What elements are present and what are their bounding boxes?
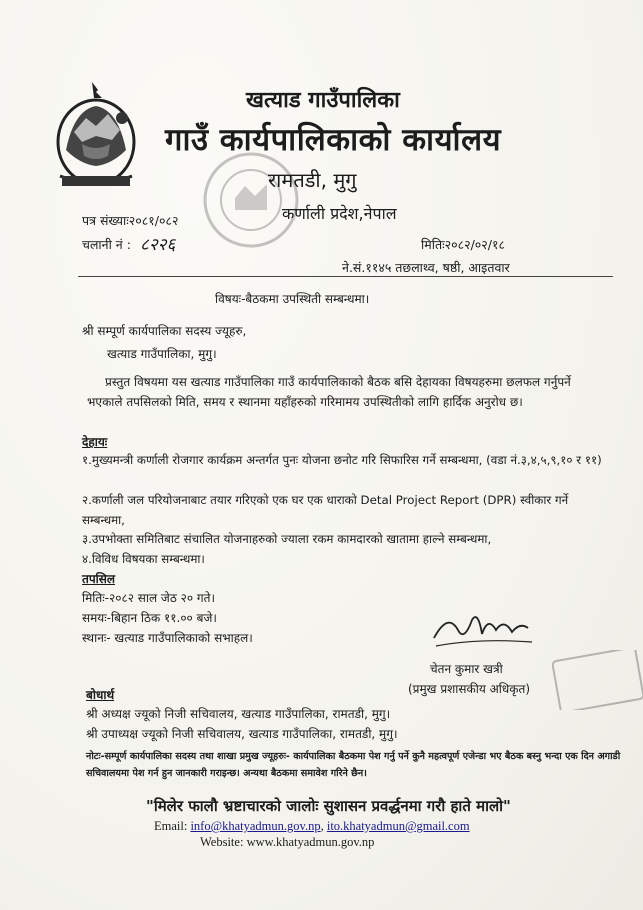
officer-stamp-icon — [552, 650, 643, 710]
agenda-item: ४.विविध विषयका सम्बन्धमा। — [82, 552, 205, 566]
website-label: Website: — [200, 835, 244, 849]
recipient-line-1: श्री सम्पूर्ण कार्यपालिका सदस्य ज्यूहरु, — [82, 324, 247, 338]
letter-number: पत्र संख्याः२०८१/०८२ — [82, 213, 179, 228]
meeting-venue: स्थानः- खत्याड गाउँपालिकाको सभाहल। — [82, 631, 253, 645]
letter-date: मितिः२०८२/०२/१८ — [421, 237, 506, 252]
agenda-item: २.कर्णाली जल परियोजनाबाट तयार गरिएको एक घर एक धाराको Detal Project Report (DPR) स्वीकार गर्ने सम्बन्धमा, — [82, 493, 569, 527]
email-label: Email: — [154, 819, 188, 833]
details-heading: तपसिल — [82, 572, 116, 586]
note-text: नोटः-सम्पूर्ण कार्यपालिका सदस्य तथा शाखा प्रमुख ज्यूहरुः- कार्यपालिका बैठकमा पेश गर्नु पर्ने कुनै महत्वपूर्ण एजेन्डा भए बैठक बस्नु भन्दा एक दिन अगाडी सचिवालयमा पेश गर्न हुन जानकारी गराइन्छ। अन्यथा बैठकमा समावेश गरिने छैन। — [86, 751, 621, 779]
cc-item: श्री अध्यक्ष ज्यूको निजी सचिवालय, खत्याड गाउँपालिका, रामतडी, मुगु। — [86, 707, 391, 721]
website-link[interactable]: www.khatyadmun.gov.np — [246, 835, 375, 849]
cc-heading: बोधार्थ — [86, 688, 115, 702]
agenda-item: १.मुख्यमन्त्री कर्णाली रोजगार कार्यक्रम अन्तर्गत पुनः योजना छनोट गरि सिफारिस गर्ने सम्बन्धमा, (वडा नं.३,४,५,९,१० र ११) — [82, 453, 602, 467]
signatory-name: चेतन कुमार खत्री — [430, 662, 503, 676]
recipient-line-2: खत्याड गाउँपालिका, मुगु। — [107, 347, 217, 361]
office-seal-icon — [195, 148, 307, 252]
meeting-date: मितिः-२०८२ साल जेठ २० गते। — [82, 591, 216, 605]
email-line — [154, 819, 470, 834]
nepal-emblem-icon — [52, 80, 140, 198]
letter-subject: विषयः-बैठकमा उपस्थिती सम्बन्धमा। — [215, 292, 370, 306]
agenda-item: ३.उपभोक्ता समितिबाट संचालित योजनाहरुको ज्याला रकम कामदारको खातामा हाल्ने सम्बन्धमा, — [82, 532, 492, 546]
office-name: गाउँ कार्यपालिकाको कार्यालय — [165, 122, 502, 158]
office-address: रामतडी, मुगु — [268, 168, 357, 192]
nepal-sambat-date: ने.सं.११४५ तछलाथ्व, षष्ठी, आइतवार — [342, 260, 510, 275]
office-province: कर्णाली प्रदेश,नेपाल — [282, 204, 397, 223]
email-link-info[interactable]: info@khatyadmun.gov.np — [190, 819, 321, 833]
meeting-time: समयः-बिहान ठिक ११.०० बजे। — [82, 611, 217, 625]
dispatch-number-handwritten: ८२२६ — [140, 235, 176, 255]
email-separator: , — [320, 819, 324, 833]
footer-slogan: "मिलेर फालौ भ्रष्टाचारको जालोः सुशासन प्रवर्द्धनमा गरौ हाते मालो" — [146, 797, 511, 815]
body-paragraph: प्रस्तुत विषयमा यस खत्याड गाउँपालिका गाउँ कार्यपालिकाको बैठक बसि देहायका विषयहरुमा छलफल गर्नुपर्ने भएकाले तपसिलको मिति, समय र स्थानमा यहाँहरुको गरिमामय उपस्थितीको लागि हार्दिक अनुरोध छ। — [87, 375, 571, 409]
agenda-heading: देहायः — [82, 435, 108, 449]
cc-item: श्री उपाध्यक्ष ज्यूको निजी सचिवालय, खत्याड गाउँपालिका, रामतडी, मुगु। — [86, 727, 398, 741]
signatory-title: (प्रमुख प्रशासकीय अधिकृत) — [408, 682, 531, 696]
dispatch-number-label: चलानी नं : — [82, 237, 131, 252]
municipality-name: खत्याड गाउँपालिका — [246, 88, 400, 113]
website-line — [200, 835, 374, 850]
signature-icon — [428, 608, 536, 654]
email-link-ito[interactable]: ito.khatyadmun@gmail.com — [326, 819, 470, 833]
header-divider — [78, 276, 613, 277]
